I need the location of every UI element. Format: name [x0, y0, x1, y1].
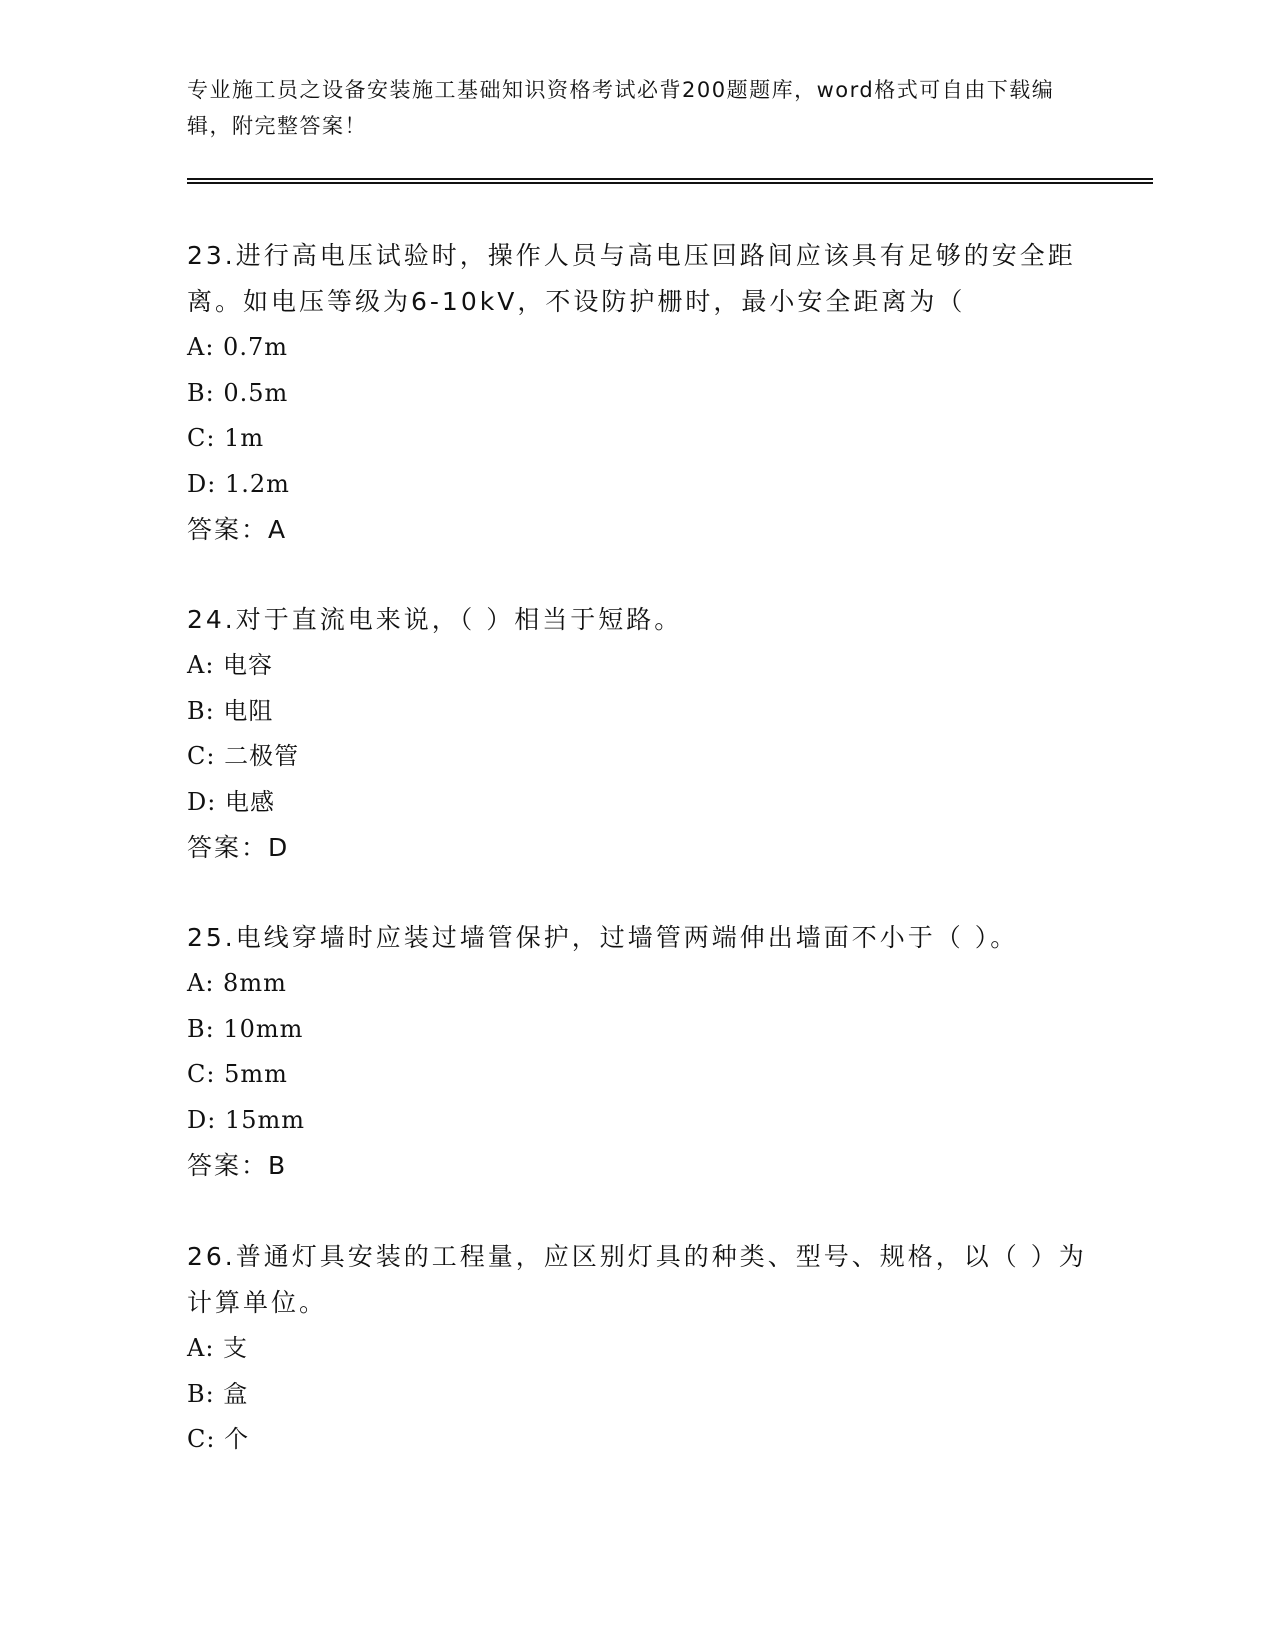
option-d: D: 15mm — [187, 1105, 306, 1134]
question-stem: 25.电线穿墙时应装过墙管保护，过墙管两端伸出墙面不小于（ ）。 — [187, 923, 1019, 952]
question-25 — [187, 915, 1087, 1189]
document-header: 专业施工员之设备安装施工基础知识资格考试必背200题题库，word格式可自由下载编辑，附完整答案！ — [187, 78, 1055, 138]
header-divider-top — [187, 178, 1153, 180]
option-c: C: 1m — [187, 424, 265, 452]
option-b: B: 0.5m — [187, 378, 289, 407]
option-c: C: 二极管 — [187, 742, 300, 770]
option-b: B: 电阻 — [187, 696, 274, 725]
option-b: B: 盒 — [187, 1379, 249, 1408]
question-23 — [187, 233, 1087, 553]
option-d: D: 1.2m — [187, 469, 290, 498]
option-b: B: 10mm — [187, 1014, 304, 1043]
option-a: A: 电容 — [187, 651, 274, 679]
question-stem: 26.普通灯具安装的工程量，应区别灯具的种类、型号、规格，以（ ）为计算单位。 — [187, 1242, 1087, 1317]
option-a: A: 0.7m — [187, 333, 288, 361]
question-stem: 24.对于直流电来说，（ ）相当于短路。 — [187, 605, 683, 634]
option-a: A: 支 — [187, 1334, 249, 1362]
answer: 答案：A — [187, 515, 288, 544]
option-a: A: 8mm — [187, 969, 287, 997]
answer: 答案：D — [187, 833, 290, 862]
answer: 答案：B — [187, 1151, 288, 1180]
option-c: C: 个 — [187, 1425, 250, 1453]
question-24 — [187, 597, 1087, 871]
question-26 — [187, 1234, 1087, 1463]
header-divider-bottom — [187, 182, 1153, 184]
option-c: C: 5mm — [187, 1060, 288, 1088]
question-stem: 23.进行高电压试验时，操作人员与高电压回路间应该具有足够的安全距离。如电压等级为6-10kV，不设防护栅时，最小安全距离为（ — [187, 241, 1076, 316]
option-d: D: 电感 — [187, 787, 275, 816]
